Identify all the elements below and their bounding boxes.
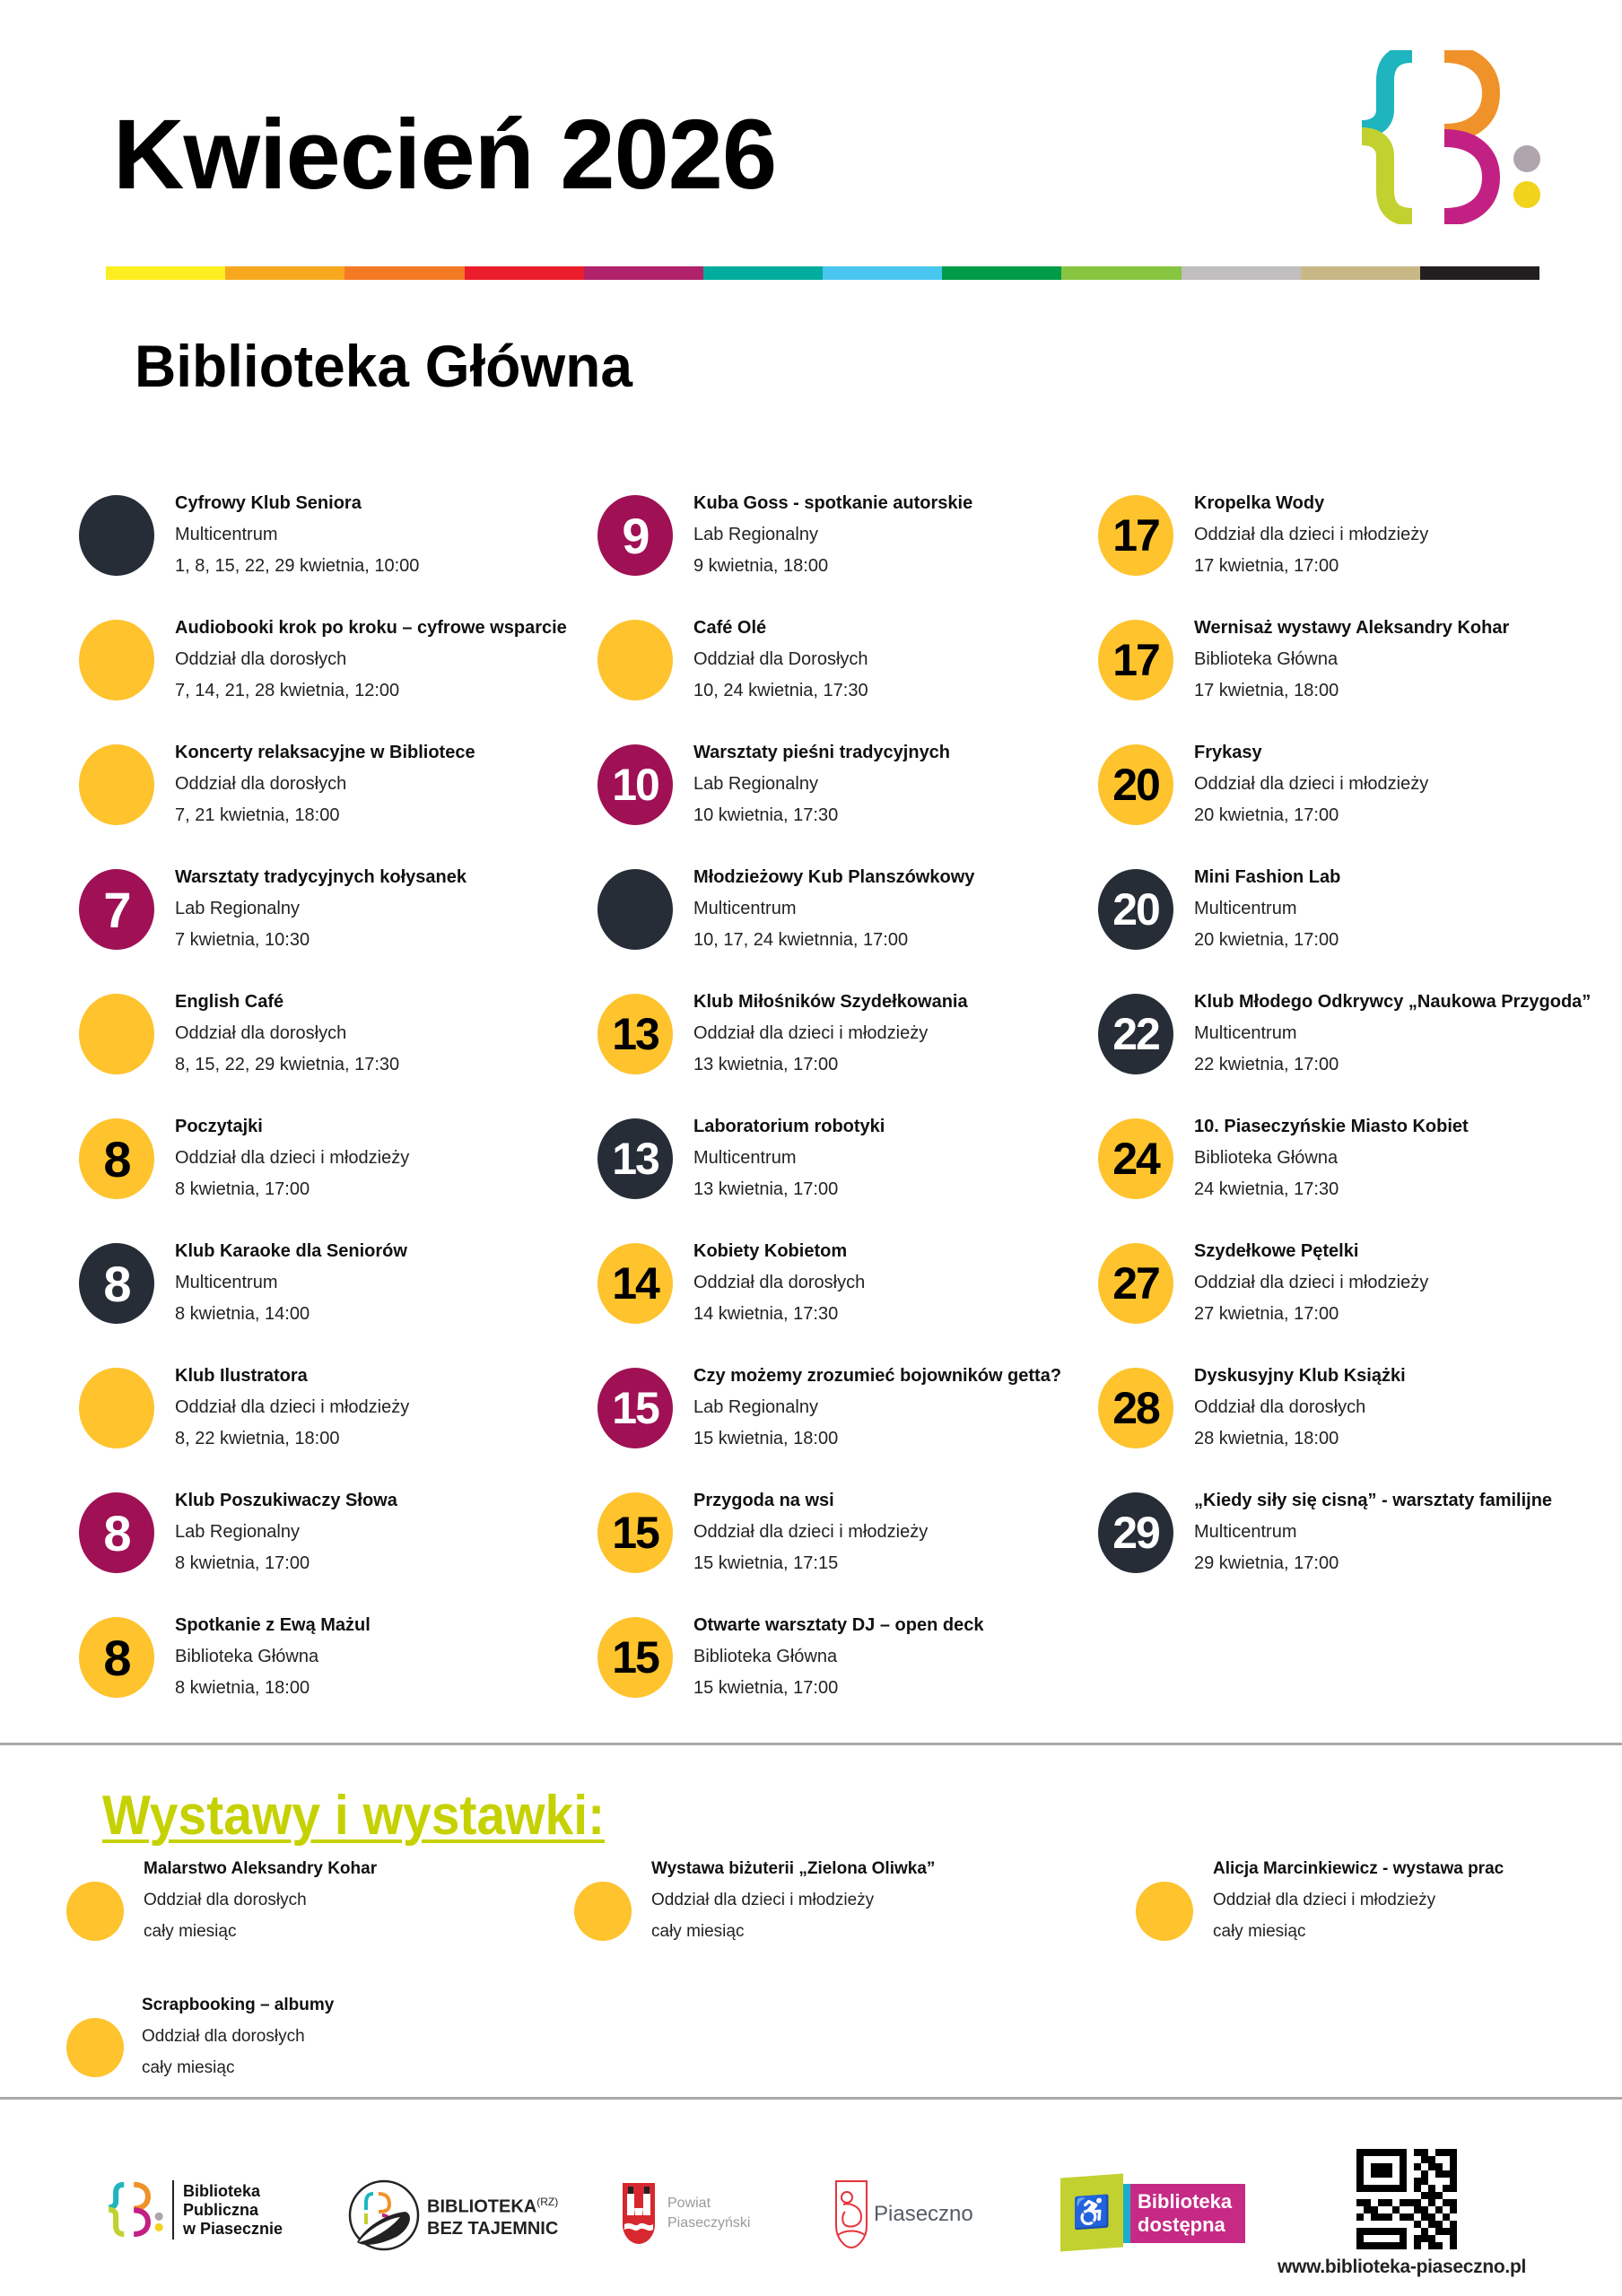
bbt-sup: (RZ): [536, 2196, 559, 2209]
stripe-segment: [465, 266, 584, 280]
bullet-circle-icon: [66, 1882, 124, 1941]
event-location: Lab Regionalny: [175, 1522, 300, 1542]
event-location: Oddział dla dzieci i młodzieży: [1194, 774, 1429, 794]
exhibition-title: Scrapbooking – albumy: [142, 1996, 335, 2014]
date-badge-icon: [79, 744, 154, 825]
date-badge-icon: 8: [79, 1118, 154, 1199]
event-date: 1, 8, 15, 22, 29 kwietnia, 10:00: [175, 556, 420, 576]
event-item: [79, 994, 581, 1101]
date-badge-icon: 13: [597, 1118, 673, 1199]
event-date: 9 kwietnia, 18:00: [693, 556, 829, 576]
exhibition-location: Oddział dla dorosłych: [144, 1891, 307, 1909]
event-title: Czy możemy zrozumieć bojowników getta?: [693, 1366, 1062, 1386]
library-logo-icon: [108, 2178, 163, 2242]
bpp-line3: w Piasecznie: [183, 2219, 283, 2238]
date-badge-icon: [597, 869, 673, 950]
event-title: Frykasy: [1194, 743, 1262, 762]
qr-code-icon: [1356, 2149, 1457, 2249]
event-date: 15 kwietnia, 17:00: [693, 1678, 839, 1698]
event-location: Biblioteka Główna: [1194, 1148, 1339, 1168]
bpp-line1: Biblioteka: [183, 2181, 261, 2200]
stripe-segment: [584, 266, 703, 280]
date-badge-icon: [79, 495, 154, 576]
exhibition-title: Alicja Marcinkiewicz - wystawa prac: [1213, 1859, 1504, 1878]
stripe-segment: [1061, 266, 1181, 280]
event-title: Klub Miłośników Szydełkowania: [693, 992, 968, 1012]
event-item: [1098, 1243, 1600, 1351]
stripe-segment: [942, 266, 1061, 280]
event-item: [597, 1492, 1100, 1600]
exhibition-item: [574, 1859, 1077, 1980]
event-item: [597, 1118, 1100, 1226]
event-item: [1098, 495, 1600, 603]
event-item: [597, 744, 1100, 852]
event-item: [79, 1492, 581, 1600]
event-title: Poczytajki: [175, 1117, 263, 1136]
bpp-line2: Publiczna: [183, 2200, 259, 2219]
date-badge-icon: 8: [79, 1492, 154, 1573]
library-logo-icon: [1358, 50, 1541, 224]
date-badge-icon: 20: [1098, 744, 1173, 825]
dostepna-line1: Biblioteka: [1138, 2190, 1233, 2213]
event-item: [79, 869, 581, 977]
event-date: 8, 15, 22, 29 kwietnia, 17:30: [175, 1055, 400, 1074]
event-location: Multicentrum: [693, 1148, 797, 1168]
coat-of-arms-icon: [621, 2181, 657, 2246]
date-badge-icon: 28: [1098, 1368, 1173, 1448]
event-date: 13 kwietnia, 17:00: [693, 1055, 839, 1074]
stripe-segment: [1182, 266, 1301, 280]
event-location: Oddział dla dorosłych: [1194, 1397, 1366, 1417]
date-badge-icon: 9: [597, 495, 673, 576]
event-location: Biblioteka Główna: [693, 1647, 838, 1666]
date-badge-icon: 8: [79, 1243, 154, 1324]
event-title: Klub Karaoke dla Seniorów: [175, 1241, 407, 1261]
exhibition-location: Oddział dla dzieci i młodzieży: [651, 1891, 875, 1909]
event-item: [1098, 1118, 1600, 1226]
event-title: Przygoda na wsi: [693, 1491, 834, 1510]
event-item: [597, 495, 1100, 603]
event-title: Dyskusyjny Klub Książki: [1194, 1366, 1406, 1386]
event-item: [79, 1118, 581, 1226]
event-title: Klub Ilustratora: [175, 1366, 308, 1386]
bbt-line2: BEZ TAJEMNIC: [427, 2218, 559, 2239]
date-badge-icon: 7: [79, 869, 154, 950]
event-location: Multicentrum: [1194, 1023, 1297, 1043]
date-badge-icon: 22: [1098, 994, 1173, 1074]
exhibitions-heading: Wystawy i wystawki:: [102, 1785, 606, 1847]
event-location: Oddział dla Dorosłych: [693, 649, 868, 669]
event-item: [79, 495, 581, 603]
stripe-segment: [344, 266, 464, 280]
exhibition-date: cały miesiąc: [142, 2058, 235, 2077]
event-location: Oddział dla dorosłych: [175, 649, 347, 669]
exhibition-location: Oddział dla dzieci i młodzieży: [1213, 1891, 1436, 1909]
event-title: Szydełkowe Pętelki: [1194, 1241, 1359, 1261]
exhibition-title: Malarstwo Aleksandry Kohar: [144, 1859, 378, 1878]
event-date: 15 kwietnia, 17:15: [693, 1553, 839, 1573]
event-location: Multicentrum: [693, 899, 797, 918]
event-title: Warsztaty tradycyjnych kołysanek: [175, 867, 467, 887]
event-location: Oddział dla dorosłych: [175, 1023, 347, 1043]
event-item: [1098, 744, 1600, 852]
event-item: [1098, 620, 1600, 727]
ram-crest-icon: [834, 2179, 868, 2249]
event-title: Wernisaż wystawy Aleksandry Kohar: [1194, 618, 1510, 638]
event-item: [79, 1243, 581, 1351]
event-location: Oddział dla dzieci i młodzieży: [1194, 1273, 1429, 1292]
event-item: [1098, 869, 1600, 977]
bbt-line1: BIBLIOTEKA: [427, 2196, 537, 2217]
event-title: 10. Piaseczyńskie Miasto Kobiet: [1194, 1117, 1469, 1136]
date-badge-icon: 8: [79, 1617, 154, 1698]
event-date: 27 kwietnia, 17:00: [1194, 1304, 1339, 1324]
date-badge-icon: 27: [1098, 1243, 1173, 1324]
stripe-segment: [823, 266, 942, 280]
event-item: [79, 744, 581, 852]
exhibition-location: Oddział dla dorosłych: [142, 2027, 305, 2046]
date-badge-icon: 29: [1098, 1492, 1173, 1573]
event-date: 20 kwietnia, 17:00: [1194, 805, 1339, 825]
bullet-circle-icon: [1136, 1882, 1193, 1941]
event-item: [597, 620, 1100, 727]
website-link[interactable]: www.biblioteka-piaseczno.pl: [1278, 2257, 1526, 2277]
exhibition-date: cały miesiąc: [651, 1922, 745, 1941]
event-title: Kropelka Wody: [1194, 493, 1325, 513]
event-date: 14 kwietnia, 17:30: [693, 1304, 839, 1324]
stripe-segment: [1420, 266, 1539, 280]
bpp-logo[interactable]: [108, 2178, 283, 2242]
date-badge-icon: 17: [1098, 620, 1173, 700]
event-title: Mini Fashion Lab: [1194, 867, 1341, 887]
event-date: 17 kwietnia, 17:00: [1194, 556, 1339, 576]
event-item: [79, 620, 581, 727]
event-location: Oddział dla dzieci i młodzieży: [175, 1397, 410, 1417]
date-badge-icon: 10: [597, 744, 673, 825]
powiat-logo[interactable]: [621, 2181, 750, 2246]
event-title: Koncerty relaksacyjne w Bibliotece: [175, 743, 475, 762]
date-badge-icon: 13: [597, 994, 673, 1074]
page-title: Kwiecień 2026: [113, 100, 777, 210]
exhibition-item: [66, 1996, 569, 2117]
date-badge-icon: [79, 1368, 154, 1448]
event-date: 10, 17, 24 kwietnnia, 17:00: [693, 930, 909, 950]
event-location: Multicentrum: [1194, 1522, 1297, 1542]
exhibition-date: cały miesiąc: [1213, 1922, 1306, 1941]
biblioteka-dostepna-logo[interactable]: [1060, 2176, 1245, 2249]
event-date: 13 kwietnia, 17:00: [693, 1179, 839, 1199]
exhibition-date: cały miesiąc: [144, 1922, 237, 1941]
event-location: Oddział dla dzieci i młodzieży: [693, 1522, 929, 1542]
event-location: Multicentrum: [1194, 899, 1297, 918]
event-location: Biblioteka Główna: [1194, 649, 1339, 669]
event-item: [79, 1368, 581, 1475]
event-item: [1098, 1368, 1600, 1475]
exhibition-title: Wystawa biżuterii „Zielona Oliwka”: [651, 1859, 936, 1878]
date-badge-icon: 24: [1098, 1118, 1173, 1199]
event-item: [597, 1243, 1100, 1351]
stripe-segment: [1301, 266, 1420, 280]
section-title: Biblioteka Główna: [135, 333, 632, 399]
event-location: Lab Regionalny: [693, 774, 818, 794]
date-badge-icon: 20: [1098, 869, 1173, 950]
event-location: Biblioteka Główna: [175, 1647, 319, 1666]
event-location: Oddział dla dzieci i młodzieży: [1194, 525, 1429, 544]
footer-divider: [0, 2097, 1622, 2100]
event-title: Cyfrowy Klub Seniora: [175, 493, 362, 513]
event-title: Kuba Goss - spotkanie autorskie: [693, 493, 973, 513]
biblioteka-bez-tajemnic-logo[interactable]: [346, 2178, 558, 2253]
dostepna-line2: dostępna: [1138, 2213, 1225, 2236]
exhibition-item: [66, 1859, 569, 1980]
event-item: [597, 1368, 1100, 1475]
event-location: Oddział dla dzieci i młodzieży: [693, 1023, 929, 1043]
color-stripe: [106, 266, 1539, 280]
event-item: [597, 869, 1100, 977]
event-location: Lab Regionalny: [693, 1397, 818, 1417]
event-date: 8, 22 kwietnia, 18:00: [175, 1429, 340, 1448]
event-location: Oddział dla dzieci i młodzieży: [175, 1148, 410, 1168]
stripe-segment: [106, 266, 225, 280]
event-date: 15 kwietnia, 18:00: [693, 1429, 839, 1448]
bullet-circle-icon: [574, 1882, 632, 1941]
bullet-circle-icon: [66, 2018, 124, 2077]
event-title: Klub Młodego Odkrywcy „Naukowa Przygoda”: [1194, 992, 1591, 1012]
event-title: Otwarte warsztaty DJ – open deck: [693, 1615, 984, 1635]
event-item: [79, 1617, 581, 1725]
exhibition-item: [1136, 1859, 1622, 1980]
date-badge-icon: 15: [597, 1492, 673, 1573]
qr-code[interactable]: [1356, 2149, 1457, 2249]
event-item: [1098, 1492, 1600, 1600]
event-date: 8 kwietnia, 17:00: [175, 1179, 310, 1199]
date-badge-icon: 17: [1098, 495, 1173, 576]
event-title: Klub Poszukiwaczy Słowa: [175, 1491, 397, 1510]
event-title: Audiobooki krok po kroku – cyfrowe wsparcie: [175, 618, 567, 638]
event-location: Lab Regionalny: [175, 899, 300, 918]
event-date: 24 kwietnia, 17:30: [1194, 1179, 1339, 1199]
event-date: 8 kwietnia, 18:00: [175, 1678, 310, 1698]
event-title: Laboratorium robotyki: [693, 1117, 885, 1136]
piaseczno-logo[interactable]: [834, 2179, 973, 2249]
event-location: Lab Regionalny: [693, 525, 818, 544]
section-divider: [0, 1743, 1622, 1745]
event-title: Warsztaty pieśni tradycyjnych: [693, 743, 951, 762]
date-badge-icon: 15: [597, 1617, 673, 1698]
piaseczno-label: Piaseczno: [874, 2202, 973, 2226]
stripe-segment: [703, 266, 823, 280]
event-title: Młodzieżowy Kub Planszówkowy: [693, 867, 975, 887]
event-date: 7, 21 kwietnia, 18:00: [175, 805, 340, 825]
event-title: English Café: [175, 992, 284, 1012]
event-location: Oddział dla dorosłych: [693, 1273, 866, 1292]
event-item: [597, 1617, 1100, 1725]
event-date: 28 kwietnia, 18:00: [1194, 1429, 1339, 1448]
powiat-line2: Piaseczyński: [667, 2215, 751, 2231]
powiat-line1: Powiat: [667, 2196, 711, 2211]
event-item: [597, 994, 1100, 1101]
event-date: 7 kwietnia, 10:30: [175, 930, 310, 950]
event-date: 10, 24 kwietnia, 17:30: [693, 681, 868, 700]
event-date: 20 kwietnia, 17:00: [1194, 930, 1339, 950]
date-badge-icon: [79, 620, 154, 700]
event-location: Oddział dla dorosłych: [175, 774, 347, 794]
wheelchair-icon: ♿: [1072, 2194, 1112, 2231]
event-item: [1098, 994, 1600, 1101]
event-title: Spotkanie z Ewą Mażul: [175, 1615, 371, 1635]
event-date: 7, 14, 21, 28 kwietnia, 12:00: [175, 681, 400, 700]
logo-separator: [172, 2180, 174, 2239]
event-date: 22 kwietnia, 17:00: [1194, 1055, 1339, 1074]
stripe-segment: [225, 266, 344, 280]
date-badge-icon: 15: [597, 1368, 673, 1448]
event-date: 17 kwietnia, 18:00: [1194, 681, 1339, 700]
event-location: Multicentrum: [175, 525, 278, 544]
event-title: „Kiedy siły się cisną” - warsztaty familijne: [1194, 1491, 1553, 1510]
event-title: Kobiety Kobietom: [693, 1241, 848, 1261]
event-date: 8 kwietnia, 14:00: [175, 1304, 310, 1324]
event-date: 8 kwietnia, 17:00: [175, 1553, 310, 1573]
event-date: 10 kwietnia, 17:30: [693, 805, 839, 825]
date-badge-icon: [597, 620, 673, 700]
date-badge-icon: [79, 994, 154, 1074]
event-title: Café Olé: [693, 618, 767, 638]
book-circle-icon: [346, 2178, 422, 2253]
event-location: Multicentrum: [175, 1273, 278, 1292]
event-date: 29 kwietnia, 17:00: [1194, 1553, 1339, 1573]
date-badge-icon: 14: [597, 1243, 673, 1324]
